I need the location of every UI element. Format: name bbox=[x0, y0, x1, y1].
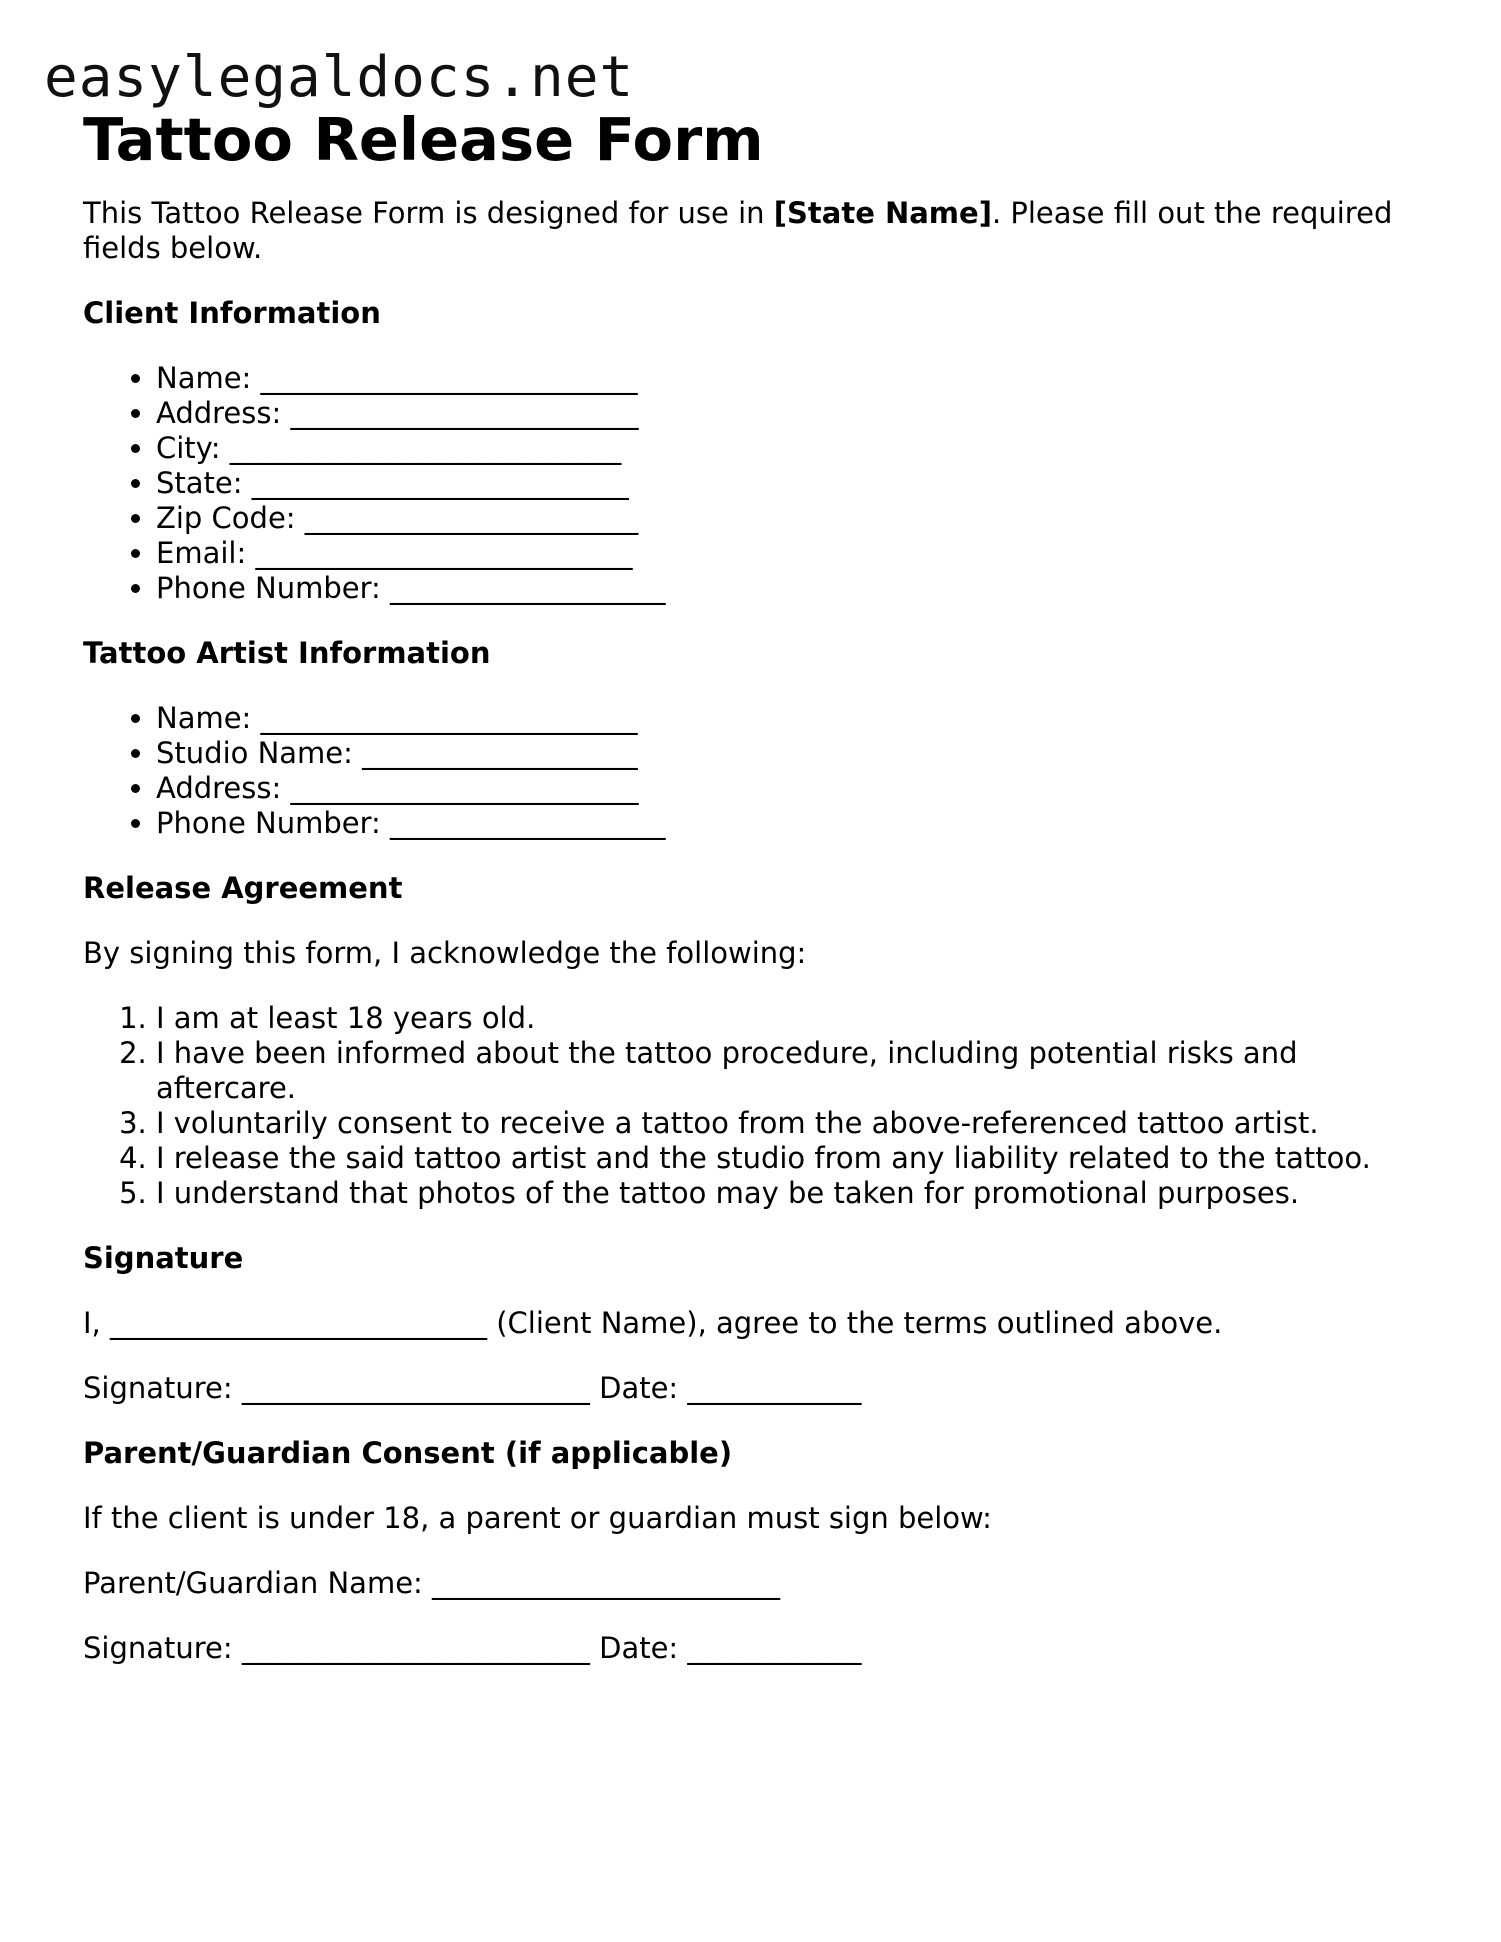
state-name-placeholder: [State Name] bbox=[773, 196, 992, 230]
client-city-field: • City: ___________________________ bbox=[156, 431, 1423, 466]
client-zip-field: • Zip Code: _______________________ bbox=[156, 501, 1423, 536]
artist-name-field: • Name: __________________________ bbox=[156, 701, 1423, 736]
form-document bbox=[83, 104, 1423, 1696]
client-signature-date-line: Signature: ________________________ Date: ____________ bbox=[83, 1371, 862, 1405]
intro-text-before: This Tattoo Release Form is designed for use in bbox=[83, 196, 774, 230]
client-address-field: • Address: ________________________ bbox=[156, 396, 1423, 431]
intro-text-after: . Please fill out the required fields below. bbox=[83, 196, 1393, 265]
client-information-heading: Client Information bbox=[83, 296, 381, 330]
guardian-consent-heading: Parent/Guardian Consent (if applicable) bbox=[83, 1436, 733, 1470]
release-terms-list bbox=[83, 1001, 1423, 1211]
intro-paragraph bbox=[83, 196, 1423, 266]
guardian-name-line: Parent/Guardian Name: ________________________ bbox=[83, 1566, 781, 1600]
client-state-field: • State: __________________________ bbox=[156, 466, 1423, 501]
release-agreement-heading: Release Agreement bbox=[83, 871, 403, 905]
document-title: Tattoo Release Form bbox=[83, 105, 764, 174]
release-term-item: 2. I have been informed about the tattoo procedure, including potential risks and aftercare. bbox=[156, 1036, 1423, 1106]
artist-studio-field: • Studio Name: ___________________ bbox=[156, 736, 1423, 771]
release-term-item: 1. I am at least 18 years old. bbox=[156, 1001, 1423, 1036]
artist-address-field: • Address: ________________________ bbox=[156, 771, 1423, 806]
client-email-field: • Email: __________________________ bbox=[156, 536, 1423, 571]
client-name-field: • Name: __________________________ bbox=[156, 361, 1423, 396]
signature-heading: Signature bbox=[83, 1241, 244, 1275]
client-information-list bbox=[83, 361, 1423, 606]
artist-phone-field: • Phone Number: ___________________ bbox=[156, 806, 1423, 841]
artist-information-heading: Tattoo Artist Information bbox=[83, 636, 491, 670]
guardian-signature-date-line: Signature: ________________________ Date: ____________ bbox=[83, 1631, 862, 1665]
release-term-item: 3. I voluntarily consent to receive a tattoo from the above-referenced tattoo artist. bbox=[156, 1106, 1423, 1141]
artist-information-list bbox=[83, 701, 1423, 841]
site-watermark: easylegaldocs.net bbox=[44, 45, 635, 110]
guardian-intro: If the client is under 18, a parent or guardian must sign below: bbox=[83, 1501, 992, 1535]
release-term-item: 5. I understand that photos of the tattoo may be taken for promotional purposes. bbox=[156, 1176, 1423, 1211]
client-phone-field: • Phone Number: ___________________ bbox=[156, 571, 1423, 606]
client-agree-line: I, __________________________ (Client Name), agree to the terms outlined above. bbox=[83, 1306, 1223, 1340]
release-term-item: 4. I release the said tattoo artist and the studio from any liability related to the tattoo. bbox=[156, 1141, 1423, 1176]
release-intro: By signing this form, I acknowledge the following: bbox=[83, 936, 807, 970]
